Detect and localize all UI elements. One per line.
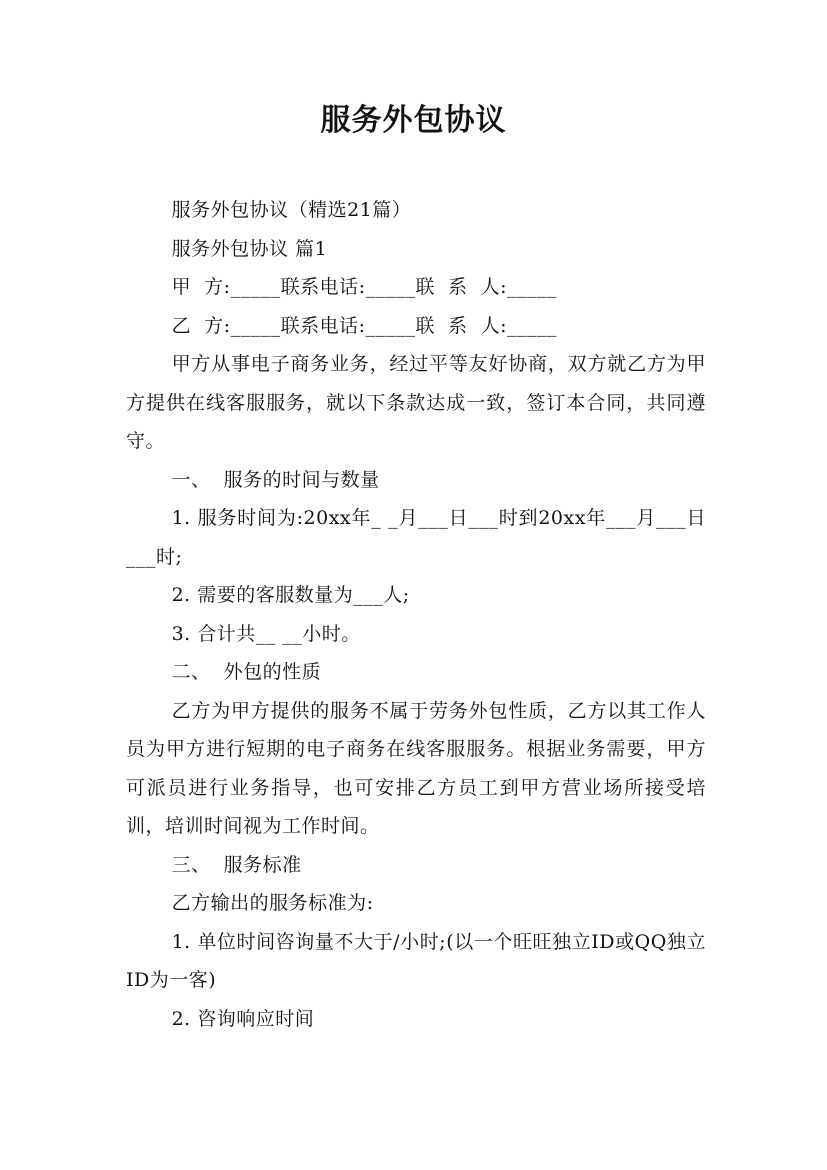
paragraph: 服务外包协议 篇1 (171, 237, 328, 260)
paragraph: 2. 咨询响应时间 (171, 1007, 315, 1030)
paragraph: 3. 合计共__ __小时。 (171, 622, 361, 645)
document-title: 服务外包协议 (320, 103, 507, 138)
paragraph: 乙 方:_____联系电话:_____联 系 人:_____ (171, 314, 558, 337)
paragraph: 一、 服务的时间与数量 (171, 468, 380, 491)
paragraph: 服务外包协议（精选21篇） (171, 199, 412, 221)
paragraph: 1. 服务时间为:20xx年_ _月___日___时到20xx年___月___日___时; (126, 507, 706, 568)
paragraph: 甲 方:_____联系电话:_____联 系 人:_____ (171, 276, 558, 298)
paragraph: 三、 服务标准 (171, 853, 302, 876)
paragraph: 1. 单位时间咨询量不大于/小时;(以一个旺旺独立ID或QQ独立ID为一客) (126, 930, 706, 991)
paragraph: 乙方为甲方提供的服务不属于劳务外包性质，乙方以其工作人员为甲方进行短期的电子商务在线客服服务。根据业务需要，甲方可派员进行业务指导，也可安排乙方员工到甲方营业场所接受培训，培训时间视为工作时间。 (126, 699, 706, 837)
paragraph: 甲方从事电子商务业务，经过平等友好协商，双方就乙方为甲方提供在线客服服务，就以下条款达成一致，签订本合同，共同遵守。 (126, 353, 706, 452)
paragraph: 2. 需要的客服数量为___人; (171, 584, 410, 606)
paragraph: 二、 外包的性质 (171, 661, 322, 683)
paragraph: 乙方输出的服务标准为: (171, 892, 374, 914)
document-body (126, 191, 706, 1038)
